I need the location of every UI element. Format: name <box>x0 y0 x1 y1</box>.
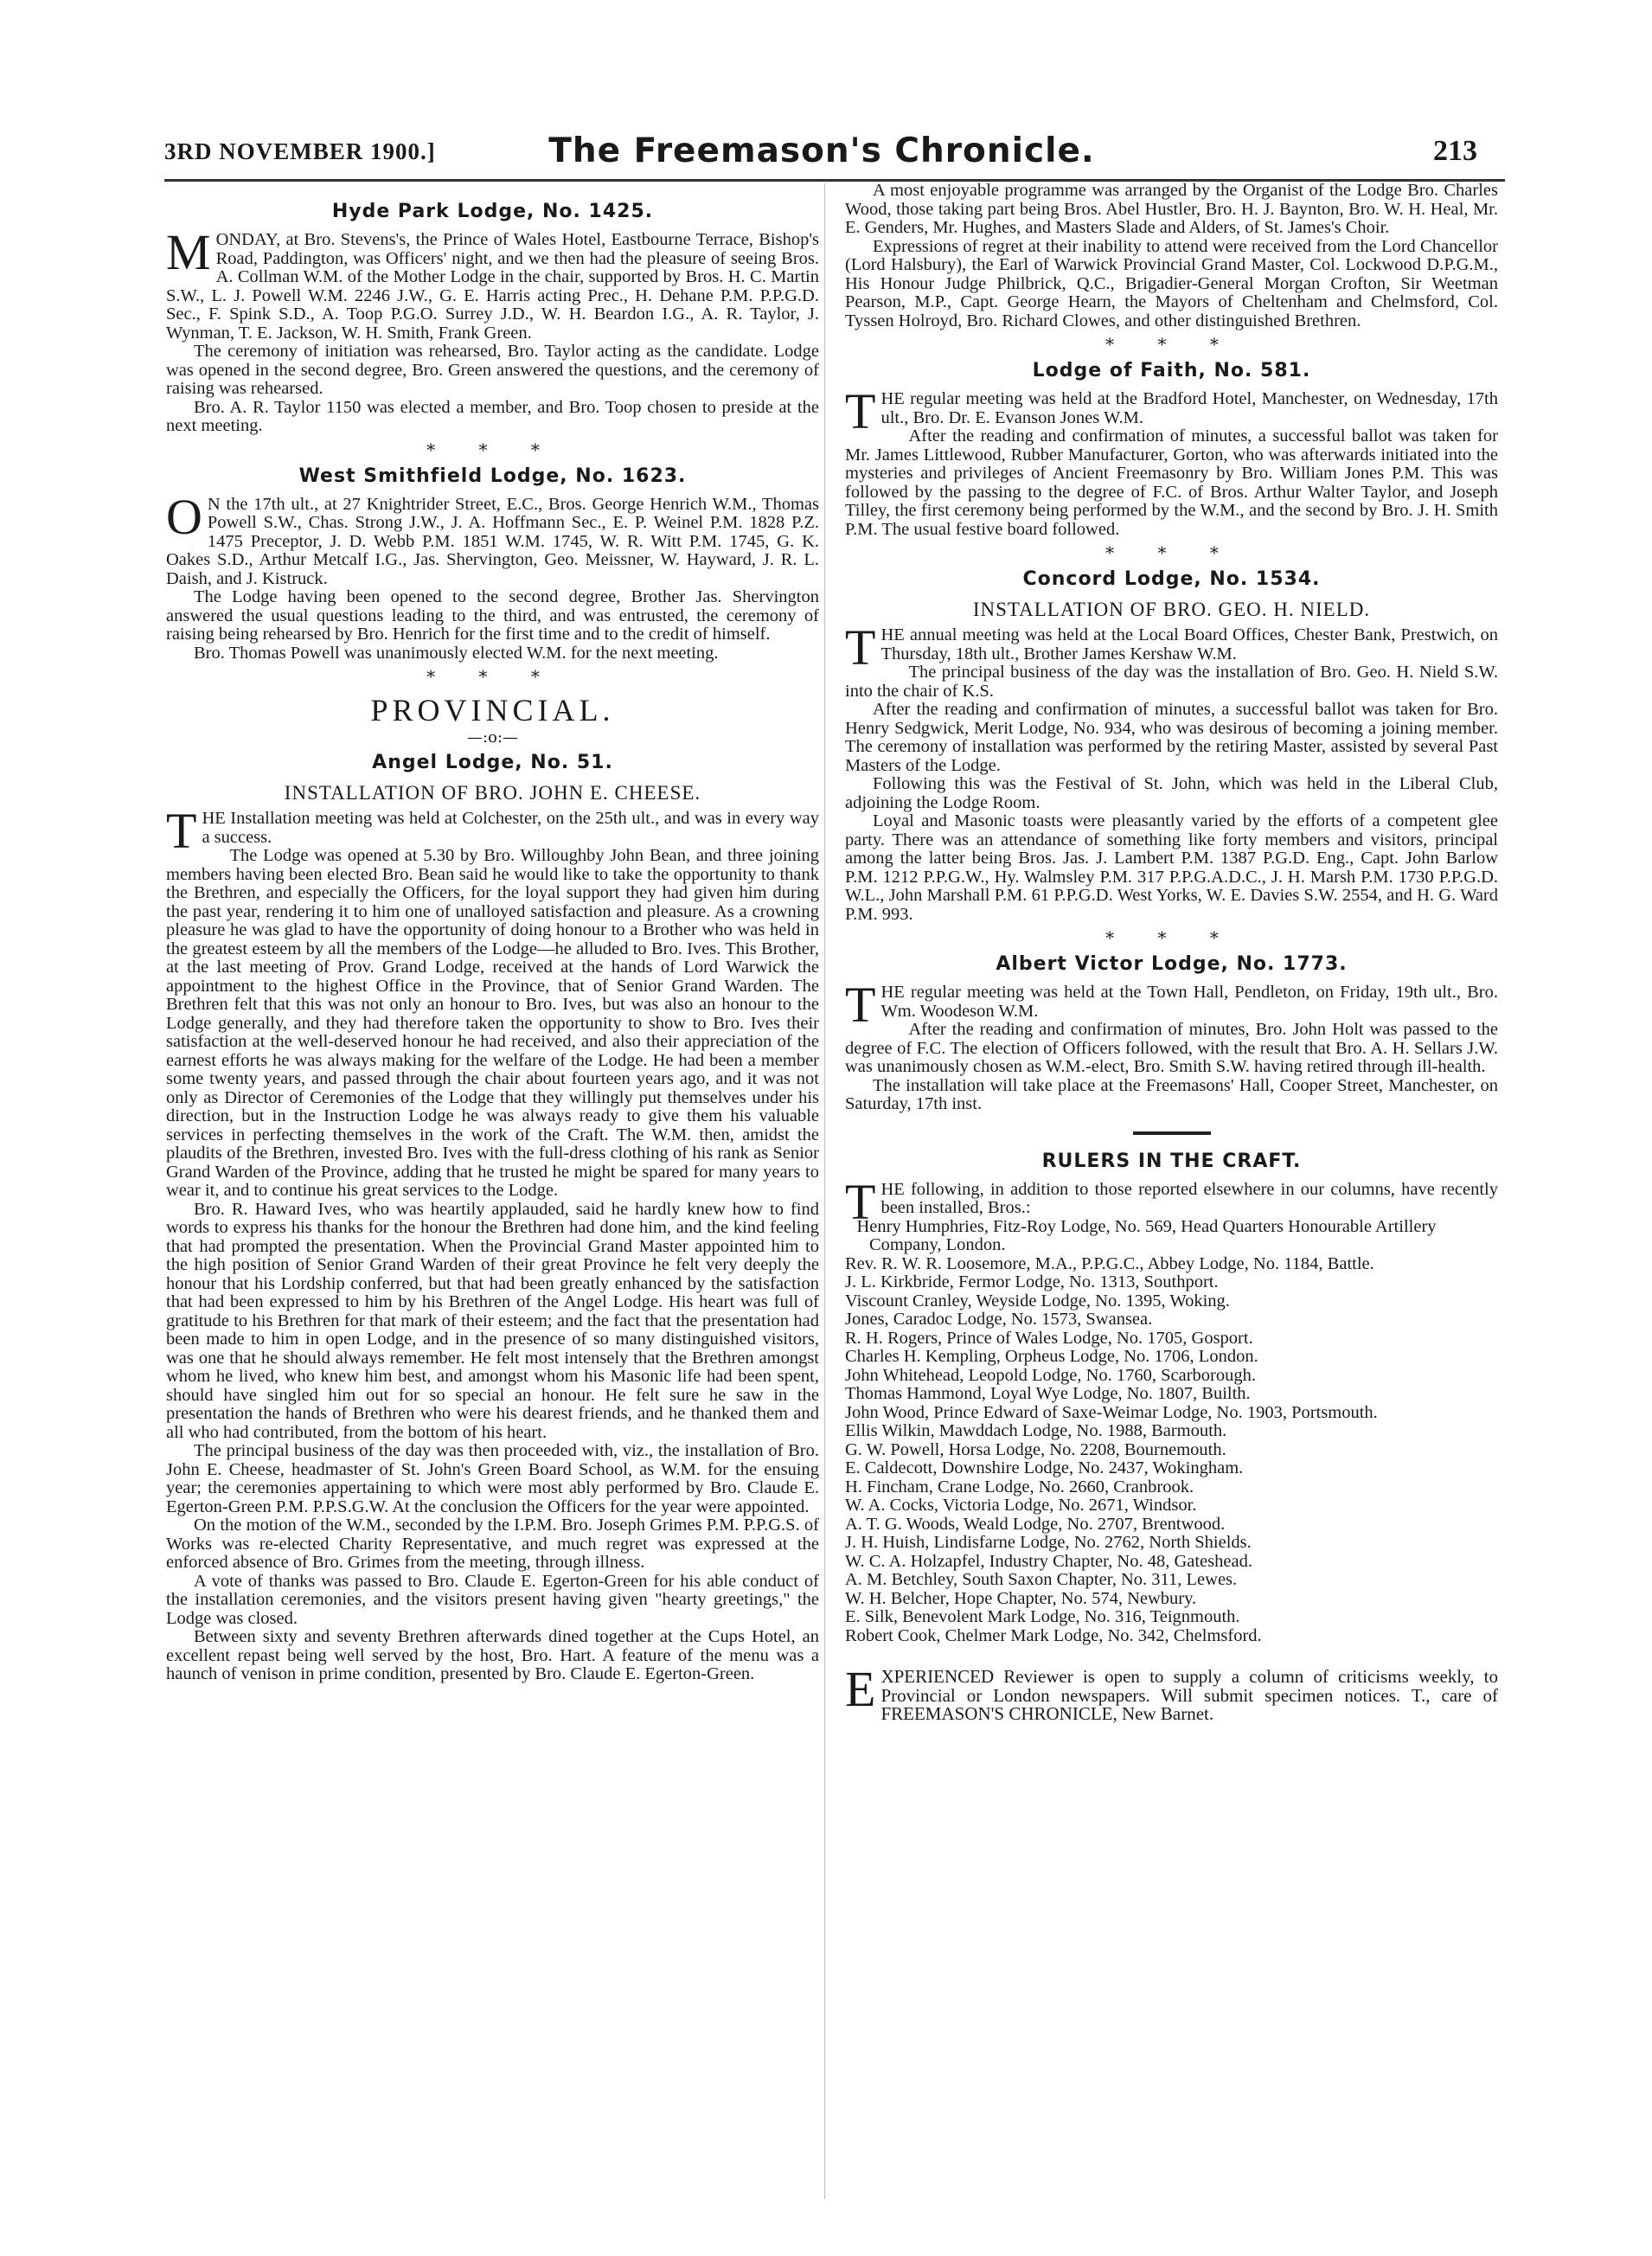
section-heading-provincial: PROVINCIAL. <box>370 693 615 727</box>
article-title: RULERS IN THE CRAFT. <box>1041 1150 1302 1172</box>
article-title: Albert Victor Lodge, No. 1773. <box>996 953 1348 975</box>
list-item: Jones, Caradoc Lodge, No. 1573, Swansea. <box>845 1310 1153 1329</box>
article-paragraph: Expressions of regret at their inability to attend were received from the Lord Chancellor (Lord Halsbury), the Earl of Warwick Provincial Grand Master, Col. Lockwood D.P.G.M., His Honour Judge Philbrick, Q.C., Brigadier-General Morgan Crofton, Sir Weetman Pearson, M.P., Capt. George Hearn, the Mayors of Cheltenham and Chelmsford, Col. Tyssen Holroyd, Bro. Richard Clowes, and other distinguished Brethren. <box>845 236 1498 330</box>
drop-cap: M <box>166 224 211 280</box>
section-separator: * * * <box>426 439 559 460</box>
list-item: H. Fincham, Crane Lodge, No. 2660, Cranbrook. <box>845 1477 1194 1497</box>
article-paragraph: Bro. A. R. Taylor 1150 was elected a member, and Bro. Toop chosen to preside at the next meeting. <box>166 397 819 435</box>
article-paragraph: After the reading and confirmation of minutes, a successful ballot was taken for Mr. James Littlewood, Rubber Manufacturer, Gorton, who was afterwards initiated into the mysteries and privileges of Ancient Freemasonry by Bro. William Jones P.M. This was followed by the passing to the degree of F.C. of Bros. Arthur Walter Taylor, and Joseph Tilley, the first ceremony being performed by the W.M., and the second by Bro. J. H. Smith P.M. The usual festive board followed. <box>845 426 1498 539</box>
page-number: 213 <box>1433 135 1477 167</box>
article-paragraph: THE regular meeting was held at the Town Hall, Pendleton, on Friday, 19th ult., Bro. Wm. Woodeson W.M. <box>845 977 1498 1033</box>
article-paragraph: THE annual meeting was held at the Local Board Offices, Chester Bank, Prestwich, on Thursday, 18th ult., Brother James Kershaw W.M. <box>845 619 1498 676</box>
right-column <box>845 182 1498 1724</box>
list-item: Robert Cook, Chelmer Mark Lodge, No. 342, Chelmsford. <box>845 1625 1262 1645</box>
section-separator: * * * <box>1105 334 1238 355</box>
section-separator: —:o:— <box>467 728 518 747</box>
list-item: J. H. Huish, Lindisfarne Lodge, No. 2762, North Shields. <box>845 1533 1252 1552</box>
drop-cap: E <box>845 1661 876 1717</box>
list-item: E. Caldecott, Downshire Lodge, No. 2437, Wokingham. <box>845 1458 1244 1477</box>
issue-date: 3RD NOVEMBER 1900.] <box>164 138 436 164</box>
section-separator: * * * <box>1105 927 1238 948</box>
section-separator: * * * <box>1105 542 1238 563</box>
list-item: G. W. Powell, Horsa Lodge, No. 2208, Bournemouth. <box>845 1439 1226 1459</box>
article-paragraph: A most enjoyable programme was arranged by the Organist of the Lodge Bro. Charles Wood, those taking part being Bros. Abel Hustler, Bro. H. J. Baynton, Bro. W. H. Heal, Mr. E. Genders, Mr. Hughes, and Masters Slade and Alders, of St. James's Choir. <box>845 181 1498 237</box>
article-paragraph: THE Installation meeting was held at Colchester, on the 25th ult., and was in every way a success. <box>166 803 819 859</box>
drop-cap: O <box>166 488 202 545</box>
drop-cap: T <box>166 803 197 859</box>
masthead-title: The Freemason's Chronicle. <box>548 131 1095 170</box>
section-separator: * * * <box>426 666 559 687</box>
article-paragraph: After the reading and confirmation of minutes, Bro. John Holt was passed to the degree of F.C. The election of Officers followed, with the result that Bro. A. H. Sellars J.W. was unanimously chosen as W.M.-elect, Bro. Smith S.W. having retired through ill-health. <box>845 1020 1498 1076</box>
drop-cap: T <box>845 619 876 676</box>
article-paragraph: The ceremony of initiation was rehearsed, Bro. Taylor acting as the candidate. Lodge was opened in the second degree, Bro. Green answered the questions, and the ceremony of raising was rehearsed. <box>166 342 819 398</box>
article-subtitle: INSTALLATION OF BRO. GEO. H. NIELD. <box>972 599 1371 620</box>
article-subtitle: INSTALLATION OF BRO. JOHN E. CHEESE. <box>284 782 701 804</box>
running-head <box>147 130 1496 173</box>
drop-cap: T <box>845 1173 876 1230</box>
list-item: W. C. A. Holzapfel, Industry Chapter, No. 48, Gateshead. <box>845 1551 1252 1571</box>
article-title: Hyde Park Lodge, No. 1425. <box>331 201 654 222</box>
article-paragraph: The installation will take place at the Freemasons' Hall, Cooper Street, Manchester, on Saturday, 17th inst. <box>845 1075 1498 1113</box>
article-paragraph: Bro. R. Haward Ives, who was heartily applauded, said he hardly knew how to find words to express his thanks for the honour the Brethren had done him, and the kind feeling that had prompted the presentation. When the Provincial Grand Master appointed him to the high position of Senior Grand Warden of their great Province he felt very deeply the honour that his Lordship conferred, but that had been greatly enhanced by the satisfaction that had been expressed to him by his Brethren of the Angel Lodge. His heart was full of gratitude to his Brethren for that mark of their esteem; and the fact that the presentation had been made to him in open Lodge, and in the presence of so many distinguished visitors, was one that he should always remember. He felt most intensely that the Brethren amongst whom he lived, who knew him best, and amongst whom his Masonic life had been spent, should have singled him out for so special an honour. He felt sure he saw in the presentation the hands of Brethren who were his dearest friends, and he thanked them and all who had contributed, from the bottom of his heart. <box>166 1199 819 1442</box>
column-divider <box>824 183 825 2199</box>
list-item: R. H. Rogers, Prince of Wales Lodge, No. 1705, Gosport. <box>845 1328 1253 1348</box>
article-paragraph: A vote of thanks was passed to Bro. Claude E. Egerton-Green for his able conduct of the installation ceremonies, and the visitors present having given "hearty greetings," the Lodge was closed. <box>166 1571 819 1628</box>
list-item: Viscount Cranley, Weyside Lodge, No. 1395, Woking. <box>845 1291 1230 1311</box>
list-item: Rev. R. W. R. Loosemore, M.A., P.P.G.C., Abbey Lodge, No. 1184, Battle. <box>845 1253 1374 1273</box>
article-paragraph: On the motion of the W.M., seconded by the I.P.M. Bro. Joseph Grimes P.M. P.P.G.S. of Works was re-elected Charity Representative, and much regret was expressed at the enforced absence of Bro. Grimes from the meeting, through illness. <box>166 1516 819 1572</box>
list-item: E. Silk, Benevolent Mark Lodge, No. 316, Teignmouth. <box>845 1607 1240 1626</box>
list-item: W. H. Belcher, Hope Chapter, No. 574, Newbury. <box>845 1588 1197 1608</box>
list-item: A. M. Betchley, South Saxon Chapter, No. 311, Lewes. <box>845 1570 1238 1589</box>
list-item: J. L. Kirkbride, Fermor Lodge, No. 1313, Southport. <box>845 1272 1219 1291</box>
list-item: W. A. Cocks, Victoria Lodge, No. 2671, Windsor. <box>845 1496 1197 1515</box>
article-paragraph: Bro. Thomas Powell was unanimously elected W.M. for the next meeting. <box>194 643 719 663</box>
article-title: Angel Lodge, No. 51. <box>372 752 613 773</box>
article-paragraph: The principal business of the day was the installation of Bro. Geo. H. Nield S.W. into the chair of K.S. <box>845 663 1498 701</box>
left-column <box>166 195 819 1684</box>
section-rule <box>1133 1131 1211 1135</box>
article-paragraph: THE following, in addition to those reported elsewhere in our columns, have recently been installed, Bros.: <box>845 1173 1498 1230</box>
article-title: Lodge of Faith, No. 581. <box>1032 360 1311 381</box>
article-paragraph: After the reading and confirmation of minutes, a successful ballot was taken for Bro. Henry Sedgwick, Merit Lodge, No. 934, who was desirous of becoming a joining member. The ceremony of installation was performed by the retiring Master, assisted by several Past Masters of the Lodge. <box>845 700 1498 775</box>
list-item: Ellis Wilkin, Mawddach Lodge, No. 1988, Barmouth. <box>845 1421 1227 1440</box>
article-paragraph: Between sixty and seventy Brethren afterwards dined together at the Cups Hotel, an excellent repast being well served by the host, Bro. Hart. A feature of the menu was a haunch of venison in prime condition, presented by Bro. Claude E. Egerton-Green. <box>166 1627 819 1683</box>
drop-cap: T <box>845 977 876 1033</box>
article-paragraph: The Lodge was opened at 5.30 by Bro. Willoughby John Bean, and three joining members having been elected Bro. Bean said he would like to take the opportunity to thank the Brethren, and especially the Officers, for the loyal support they had given him during the past year, rendering it to him one of unalloyed satisfaction and pleasure. As a crowning pleasure he was glad to have the opportunity of doing honour to a Brother who was held in the greatest esteem by all the members of the Lodge—he alluded to Bro. Ives. This Brother, at the last meeting of Prov. Grand Lodge, received at the hands of Lord Warwick the appointment to the highest Office in the Province, that of Senior Grand Warden. The Brethren felt that this was not only an honour to Bro. Ives, but was also an honour to the Lodge generally, and they had therefore taken the opportunity to show to Bro. Ives their satisfaction at the well-deserved honour he had received, and also their appreciation of the earnest efforts he was always making for the welfare of the Lodge. He had been a member some twenty years, and passed through the chair about fourteen years ago, and it was not only as Director of Ceremonies of the Lodge that they willingly put themselves under his direction, but in the Instruction Lodge he was always ready to give them his valuable services in perfecting themselves in the work of the Craft. The W.M. then, amidst the plaudits of the Brethren, invested Bro. Ives with the full-dress clothing of his rank as Senior Grand Warden of the Province, adding that he trusted he might be spared for many years to wear it, and to continue his great services to the Lodge. <box>166 846 819 1200</box>
list-item: John Wood, Prince Edward of Saxe-Weimar Lodge, No. 1903, Portsmouth. <box>845 1402 1378 1422</box>
article-title: Concord Lodge, No. 1534. <box>1022 568 1321 590</box>
list-item: Thomas Hammond, Loyal Wye Lodge, No. 1807, Builth. <box>845 1384 1251 1403</box>
article-paragraph: MONDAY, at Bro. Stevens's, the Prince of Wales Hotel, Eastbourne Terrace, Bishop's Road, Paddington, was Officers' night, and we then had the pleasure of seeing Bros. A. Collman W.M. of the Mother Lodge in the chair, supported by Bros. H. C. Martin S.W., L. J. Powell W.M. 2246 J.W., G. E. Harris acting Prec., H. Dehane P.M. P.P.G.D. Sec., F. Spink S.D., A. Toop P.G.O. Surrey J.D., W. H. Beardon I.G., A. R. Taylor, J. Wynman, T. E. Jackson, W. H. Smith, Frank Green. <box>166 224 819 343</box>
list-item: John Whitehead, Leopold Lodge, No. 1760, Scarborough. <box>845 1365 1257 1385</box>
article-paragraph: Following this was the Festival of St. John, which was held in the Liberal Club, adjoining the Lodge Room. <box>845 774 1498 812</box>
drop-cap: T <box>845 383 876 439</box>
advertisement-notice: EXPERIENCED Reviewer is open to supply a column of criticisms weekly, to Provincial or London newspapers. Will submit specimen notices. T., care of FREEMASON'S CHRONICLE, New Barnet. <box>845 1661 1498 1724</box>
list-item: Henry Humphries, Fitz-Roy Lodge, No. 569, Head Quarters Honourable Artillery Company, London. <box>856 1216 1437 1254</box>
article-paragraph: The principal business of the day was then proceeded with, viz., the installation of Bro. John E. Cheese, headmaster of St. John's Green Board School, as W.M. for the ensuing year; the ceremonies appertaining to which were most ably performed by Bro. Claude E. Egerton-Green P.M. P.P.S.G.W. At the conclusion the Officers for the year were appointed. <box>166 1441 819 1516</box>
article-paragraph: The Lodge having been opened to the second degree, Brother Jas. Shervington answered the usual questions leading to the third, and was entrusted, the ceremony of raising being rehearsed by Bro. Henrich for the first time and to the credit of himself. <box>166 587 819 644</box>
list-item: Charles H. Kempling, Orpheus Lodge, No. 1706, London. <box>845 1347 1258 1366</box>
list-item: A. T. G. Woods, Weald Lodge, No. 2707, Brentwood. <box>845 1514 1226 1534</box>
article-paragraph: THE regular meeting was held at the Bradford Hotel, Manchester, on Wednesday, 17th ult., Bro. Dr. E. Evanson Jones W.M. <box>845 383 1498 439</box>
article-title: West Smithfield Lodge, No. 1623. <box>298 465 687 487</box>
article-paragraph: Loyal and Masonic toasts were pleasantly varied by the efforts of a competent glee party. There was an attendance of something like forty members and visitors, principal among the latter being Bros. Jas. J. Lambert P.M. 1387 P.G.D. Eng., Capt. John Barlow P.M. 1212 P.P.G.W., Hy. Walmsley P.M. 317 P.P.G.A.D.C., J. H. Marsh P.M. 1730 P.P.G.D. W.L., John Marshall P.M. 61 P.P.G.D. West Yorks, W. E. Davies S.W. 2554, and H. G. Ward P.M. 993. <box>845 811 1498 924</box>
article-paragraph: O N the 17th ult., at 27 Knightrider Street, E.C., Bros. George Henrich W.M., Thomas Powell S.W., Chas. Strong J.W., J. A. Hoffmann Sec., E. P. Weinel P.M. 1828 P.Z. 1475 Preceptor, J. D. Webb P.M. 1851 W.M. 1745, W. R. Witt P.M. 1745, G. K. Oakes S.D., Arthur Metcalf I.G., Jas. Shervington, Geo. Meissner, W. Hayward, J. R. L. Daish, and J. Kistruck. <box>166 488 819 588</box>
